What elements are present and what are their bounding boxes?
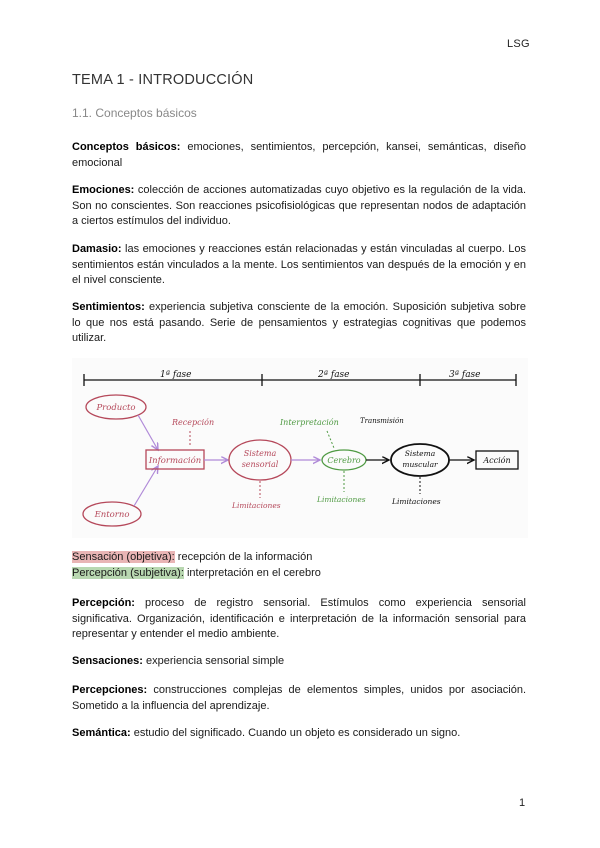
highlight-percepcion (72, 566, 321, 582)
paragraph-semantica (72, 726, 526, 742)
producto-label: Producto (96, 403, 136, 413)
paragraph-percepcion (72, 596, 526, 643)
term-label: Damasio: (72, 243, 122, 255)
page-title: TEMA 1 - INTRODUCCIÓN (72, 72, 254, 88)
term-label: Semántica: (72, 727, 131, 739)
recepcion-label: Recepción (172, 418, 215, 427)
limitaciones-label-1: Limitaciones (232, 501, 281, 510)
sistema-sensorial-label-1: Sistema (243, 449, 277, 458)
term-label: Sensaciones: (72, 655, 143, 667)
entorno-label: Entorno (94, 510, 130, 520)
accion-label: Acción (483, 456, 511, 465)
term-label: Percepciones: (72, 684, 148, 696)
phase-2-label: 2ª fase (318, 370, 350, 380)
paragraph-text: proceso de registro sensorial. Estímulos como experiencia sensorial significativa. Organización, identificación e interpretación de la información sensorial para representar y entender el medio ambiente. (72, 597, 526, 641)
highlight-text: interpretación en el cerebro (183, 567, 321, 579)
paragraph-text: estudio del significado. Cuando un objeto es considerado un signo. (130, 727, 461, 739)
informacion-label: Información (148, 456, 202, 466)
highlight-term: Sensación (objetiva): (72, 551, 175, 563)
limitaciones-label-2: Limitaciones (317, 495, 366, 504)
sistema-muscular-label-2: muscular (402, 460, 438, 469)
paragraph-damasio (72, 242, 526, 289)
term-label: Emociones: (72, 184, 135, 196)
paragraph-percepciones (72, 683, 526, 714)
interpretacion-label: Interpretación (280, 418, 339, 427)
sistema-muscular-label-1: Sistema (404, 449, 436, 458)
phase-3-label: 3ª fase (449, 370, 481, 380)
term-label: Conceptos básicos: (72, 141, 181, 153)
highlight-term: Percepción (subjetiva): (72, 567, 184, 579)
paragraph-text: experiencia sensorial simple (142, 655, 285, 667)
section-subtitle: 1.1. Conceptos básicos (72, 106, 197, 120)
paragraph-text: construcciones complejas de elementos simples, unidos por asociación. Sometido a la influencia del aprendizaje. (72, 684, 526, 712)
paragraph-text: experiencia subjetiva consciente de la emoción. Suposición subjetiva sobre lo que nos está pasando. Serie de pensamientos y estrategias cognitivas que podemos utilizar. (72, 301, 526, 345)
limitaciones-label-3: Limitaciones (392, 497, 441, 506)
paragraph-text: colección de acciones automatizadas cuyo objetivo es la regulación de la vida. Son no conscientes. Son reacciones psicofisiológicas que representan nodos de adaptación a ciertos estímulos del individuo. (72, 184, 526, 228)
paragraph-sentimientos (72, 300, 526, 347)
header-initials: LSG (507, 38, 530, 50)
paragraph-text: emociones, sentimientos, percepción, kansei, semánticas, diseño emocional (72, 141, 526, 169)
transmision-label: Transmisión (360, 417, 404, 425)
paragraph-text: las emociones y reacciones están relacionadas y están vinculadas al cuerpo. Los sentimientos están vinculados a la mente. Los sentimientos van después de la emoción y en el nivel consciente. (72, 243, 526, 287)
cerebro-label: Cerebro (327, 456, 361, 465)
paragraph-emociones (72, 183, 526, 230)
highlight-sensacion (72, 550, 312, 566)
phase-1-label: 1ª fase (160, 370, 192, 380)
sistema-sensorial-label-2: sensorial (241, 460, 279, 469)
perception-process-diagram (72, 358, 528, 538)
paragraph-conceptos (72, 140, 526, 171)
highlight-text: recepción de la información (174, 551, 313, 563)
page-number: 1 (519, 797, 526, 809)
term-label: Percepción: (72, 597, 135, 609)
term-label: Sentimientos: (72, 301, 145, 313)
paragraph-sensaciones (72, 654, 526, 670)
